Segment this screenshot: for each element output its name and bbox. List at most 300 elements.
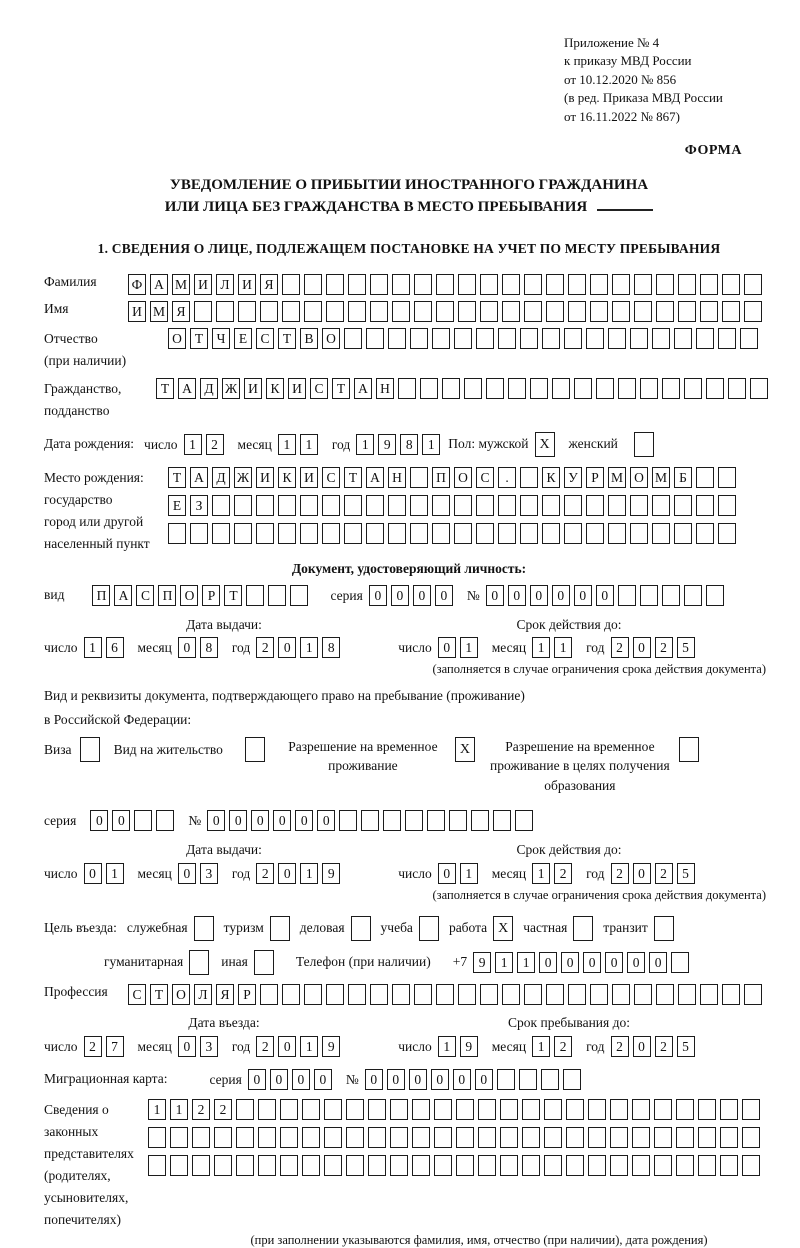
char-cell[interactable]: А <box>366 467 384 488</box>
char-cell[interactable] <box>497 1069 515 1090</box>
char-cell[interactable] <box>586 328 604 349</box>
purpose-humanitarian-checkbox[interactable] <box>189 950 209 975</box>
char-cell[interactable] <box>498 495 516 516</box>
char-cell[interactable]: 5 <box>677 1036 695 1057</box>
char-cell[interactable]: 0 <box>278 637 296 658</box>
char-cell[interactable]: 0 <box>178 863 196 884</box>
entry-day-boxes[interactable] <box>84 1036 128 1057</box>
char-cell[interactable]: 0 <box>387 1069 405 1090</box>
char-cell[interactable] <box>612 301 630 322</box>
char-cell[interactable] <box>480 301 498 322</box>
residence-expiry-year-boxes[interactable] <box>611 863 699 884</box>
char-cell[interactable]: Т <box>190 328 208 349</box>
char-cell[interactable]: 2 <box>256 637 274 658</box>
char-cell[interactable] <box>698 1155 716 1176</box>
char-cell[interactable] <box>656 984 674 1005</box>
char-cell[interactable] <box>326 301 344 322</box>
char-cell[interactable] <box>410 467 428 488</box>
char-cell[interactable] <box>148 1155 166 1176</box>
char-cell[interactable] <box>563 1069 581 1090</box>
char-cell[interactable]: 2 <box>611 637 629 658</box>
char-cell[interactable] <box>478 1155 496 1176</box>
char-cell[interactable] <box>640 585 658 606</box>
char-cell[interactable] <box>216 301 234 322</box>
char-cell[interactable] <box>696 467 714 488</box>
char-cell[interactable]: 0 <box>278 1036 296 1057</box>
char-cell[interactable] <box>348 274 366 295</box>
char-cell[interactable]: 2 <box>655 637 673 658</box>
char-cell[interactable] <box>544 1155 562 1176</box>
char-cell[interactable] <box>728 378 746 399</box>
char-cell[interactable] <box>610 1127 628 1148</box>
char-cell[interactable]: П <box>92 585 110 606</box>
char-cell[interactable]: 0 <box>552 585 570 606</box>
char-cell[interactable]: 0 <box>633 863 651 884</box>
char-cell[interactable] <box>634 984 652 1005</box>
char-cell[interactable] <box>542 523 560 544</box>
char-cell[interactable] <box>542 495 560 516</box>
char-cell[interactable] <box>662 585 680 606</box>
char-cell[interactable] <box>432 328 450 349</box>
purpose-other-checkbox[interactable] <box>254 950 274 975</box>
identity-expiry-month-boxes[interactable] <box>532 637 576 658</box>
birth-month-boxes[interactable] <box>278 434 322 455</box>
char-cell[interactable] <box>520 467 538 488</box>
char-cell[interactable]: О <box>322 328 340 349</box>
char-cell[interactable] <box>698 1127 716 1148</box>
char-cell[interactable]: Д <box>212 467 230 488</box>
char-cell[interactable] <box>750 378 768 399</box>
char-cell[interactable]: 0 <box>178 1036 196 1057</box>
char-cell[interactable] <box>744 274 762 295</box>
identity-doc-type-boxes[interactable] <box>92 585 312 606</box>
char-cell[interactable] <box>454 328 472 349</box>
residence-issue-month-boxes[interactable] <box>178 863 222 884</box>
char-cell[interactable] <box>590 984 608 1005</box>
char-cell[interactable] <box>652 523 670 544</box>
char-cell[interactable] <box>412 1127 430 1148</box>
char-cell[interactable]: 2 <box>611 863 629 884</box>
char-cell[interactable] <box>640 378 658 399</box>
char-cell[interactable] <box>522 1127 540 1148</box>
char-cell[interactable] <box>392 301 410 322</box>
char-cell[interactable]: 1 <box>460 637 478 658</box>
char-cell[interactable] <box>192 1155 210 1176</box>
char-cell[interactable]: 1 <box>460 863 478 884</box>
char-cell[interactable] <box>405 810 423 831</box>
char-cell[interactable] <box>322 523 340 544</box>
char-cell[interactable] <box>654 1127 672 1148</box>
char-cell[interactable] <box>632 1155 650 1176</box>
identity-issue-year-boxes[interactable] <box>256 637 344 658</box>
char-cell[interactable]: И <box>256 467 274 488</box>
char-cell[interactable] <box>324 1155 342 1176</box>
patronymic-boxes[interactable] <box>168 328 762 349</box>
char-cell[interactable] <box>300 523 318 544</box>
char-cell[interactable] <box>388 523 406 544</box>
surname-boxes[interactable] <box>128 274 766 295</box>
char-cell[interactable] <box>678 984 696 1005</box>
char-cell[interactable] <box>436 301 454 322</box>
char-cell[interactable] <box>720 1127 738 1148</box>
char-cell[interactable]: 2 <box>256 863 274 884</box>
char-cell[interactable] <box>194 301 212 322</box>
char-cell[interactable]: Т <box>344 467 362 488</box>
char-cell[interactable] <box>260 301 278 322</box>
char-cell[interactable]: Е <box>168 495 186 516</box>
char-cell[interactable]: Т <box>332 378 350 399</box>
char-cell[interactable]: 7 <box>106 1036 124 1057</box>
purpose-study-checkbox[interactable] <box>419 916 439 941</box>
char-cell[interactable]: 1 <box>300 637 318 658</box>
char-cell[interactable]: М <box>608 467 626 488</box>
char-cell[interactable]: 0 <box>435 585 453 606</box>
char-cell[interactable] <box>410 523 428 544</box>
char-cell[interactable] <box>258 1155 276 1176</box>
char-cell[interactable]: П <box>432 467 450 488</box>
char-cell[interactable] <box>236 1099 254 1120</box>
char-cell[interactable] <box>238 301 256 322</box>
char-cell[interactable]: Ф <box>128 274 146 295</box>
char-cell[interactable]: 0 <box>409 1069 427 1090</box>
char-cell[interactable] <box>652 328 670 349</box>
char-cell[interactable]: Т <box>224 585 242 606</box>
char-cell[interactable]: С <box>136 585 154 606</box>
char-cell[interactable] <box>696 328 714 349</box>
char-cell[interactable] <box>464 378 482 399</box>
char-cell[interactable] <box>630 495 648 516</box>
residence-permit-checkbox[interactable] <box>245 737 265 762</box>
purpose-transit-checkbox[interactable] <box>654 916 674 941</box>
char-cell[interactable] <box>568 301 586 322</box>
identity-expiry-day-boxes[interactable] <box>438 637 482 658</box>
char-cell[interactable] <box>366 523 384 544</box>
char-cell[interactable] <box>390 1127 408 1148</box>
char-cell[interactable] <box>674 328 692 349</box>
char-cell[interactable]: О <box>172 984 190 1005</box>
char-cell[interactable]: 0 <box>270 1069 288 1090</box>
char-cell[interactable]: 0 <box>391 585 409 606</box>
char-cell[interactable] <box>442 378 460 399</box>
char-cell[interactable] <box>564 328 582 349</box>
char-cell[interactable] <box>214 1155 232 1176</box>
char-cell[interactable] <box>678 274 696 295</box>
char-cell[interactable] <box>612 274 630 295</box>
char-cell[interactable]: 1 <box>517 952 535 973</box>
identity-expiry-year-boxes[interactable] <box>611 637 699 658</box>
char-cell[interactable] <box>278 495 296 516</box>
char-cell[interactable] <box>508 378 526 399</box>
char-cell[interactable] <box>432 523 450 544</box>
char-cell[interactable]: 0 <box>530 585 548 606</box>
char-cell[interactable] <box>744 301 762 322</box>
char-cell[interactable] <box>156 810 174 831</box>
char-cell[interactable] <box>344 328 362 349</box>
stay-month-boxes[interactable] <box>532 1036 576 1057</box>
char-cell[interactable]: Я <box>216 984 234 1005</box>
char-cell[interactable] <box>476 495 494 516</box>
char-cell[interactable] <box>246 585 264 606</box>
char-cell[interactable] <box>718 467 736 488</box>
char-cell[interactable] <box>700 984 718 1005</box>
char-cell[interactable] <box>420 378 438 399</box>
char-cell[interactable] <box>740 328 758 349</box>
char-cell[interactable] <box>608 328 626 349</box>
char-cell[interactable] <box>744 984 762 1005</box>
char-cell[interactable]: 2 <box>192 1099 210 1120</box>
char-cell[interactable]: 0 <box>561 952 579 973</box>
char-cell[interactable] <box>344 523 362 544</box>
birth-place-line3-boxes[interactable] <box>168 523 740 544</box>
char-cell[interactable] <box>476 328 494 349</box>
char-cell[interactable]: 9 <box>473 952 491 973</box>
legal-reps-line2-boxes[interactable] <box>148 1127 764 1148</box>
char-cell[interactable] <box>456 1155 474 1176</box>
char-cell[interactable]: 9 <box>322 1036 340 1057</box>
char-cell[interactable] <box>519 1069 537 1090</box>
char-cell[interactable] <box>696 523 714 544</box>
char-cell[interactable]: 0 <box>633 1036 651 1057</box>
char-cell[interactable] <box>574 378 592 399</box>
char-cell[interactable]: 5 <box>677 637 695 658</box>
char-cell[interactable]: 0 <box>583 952 601 973</box>
char-cell[interactable] <box>500 1099 518 1120</box>
char-cell[interactable] <box>370 301 388 322</box>
char-cell[interactable]: Я <box>260 274 278 295</box>
birth-day-boxes[interactable] <box>184 434 228 455</box>
char-cell[interactable] <box>632 1099 650 1120</box>
char-cell[interactable]: 0 <box>486 585 504 606</box>
char-cell[interactable]: 1 <box>532 1036 550 1057</box>
char-cell[interactable]: 1 <box>300 863 318 884</box>
char-cell[interactable] <box>522 1155 540 1176</box>
visa-checkbox[interactable] <box>80 737 100 762</box>
char-cell[interactable] <box>478 1099 496 1120</box>
char-cell[interactable]: Б <box>674 467 692 488</box>
char-cell[interactable] <box>368 1155 386 1176</box>
char-cell[interactable]: 0 <box>633 637 651 658</box>
char-cell[interactable] <box>348 301 366 322</box>
char-cell[interactable] <box>618 378 636 399</box>
char-cell[interactable] <box>392 984 410 1005</box>
char-cell[interactable] <box>280 1099 298 1120</box>
char-cell[interactable] <box>566 1099 584 1120</box>
residence-issue-year-boxes[interactable] <box>256 863 344 884</box>
char-cell[interactable]: 0 <box>438 637 456 658</box>
char-cell[interactable]: И <box>244 378 262 399</box>
char-cell[interactable] <box>610 1099 628 1120</box>
char-cell[interactable]: 2 <box>206 434 224 455</box>
char-cell[interactable] <box>368 1099 386 1120</box>
char-cell[interactable]: О <box>630 467 648 488</box>
char-cell[interactable] <box>515 810 533 831</box>
char-cell[interactable] <box>742 1099 760 1120</box>
name-boxes[interactable] <box>128 301 766 322</box>
char-cell[interactable] <box>414 274 432 295</box>
char-cell[interactable] <box>520 495 538 516</box>
char-cell[interactable]: 0 <box>207 810 225 831</box>
char-cell[interactable]: 0 <box>90 810 108 831</box>
char-cell[interactable] <box>498 328 516 349</box>
char-cell[interactable] <box>608 523 626 544</box>
char-cell[interactable] <box>471 810 489 831</box>
char-cell[interactable] <box>414 301 432 322</box>
char-cell[interactable]: 9 <box>378 434 396 455</box>
char-cell[interactable] <box>544 1127 562 1148</box>
char-cell[interactable] <box>234 523 252 544</box>
stay-day-boxes[interactable] <box>438 1036 482 1057</box>
char-cell[interactable] <box>630 523 648 544</box>
char-cell[interactable] <box>522 1099 540 1120</box>
char-cell[interactable]: Т <box>150 984 168 1005</box>
char-cell[interactable]: 0 <box>248 1069 266 1090</box>
char-cell[interactable]: 2 <box>655 1036 673 1057</box>
char-cell[interactable] <box>454 523 472 544</box>
char-cell[interactable] <box>654 1099 672 1120</box>
char-cell[interactable] <box>520 328 538 349</box>
char-cell[interactable] <box>326 984 344 1005</box>
char-cell[interactable]: А <box>114 585 132 606</box>
char-cell[interactable] <box>302 1127 320 1148</box>
char-cell[interactable] <box>684 378 702 399</box>
char-cell[interactable]: И <box>194 274 212 295</box>
char-cell[interactable]: М <box>652 467 670 488</box>
char-cell[interactable] <box>656 301 674 322</box>
char-cell[interactable] <box>436 274 454 295</box>
char-cell[interactable] <box>718 523 736 544</box>
char-cell[interactable]: 0 <box>112 810 130 831</box>
char-cell[interactable] <box>412 1155 430 1176</box>
char-cell[interactable] <box>366 328 384 349</box>
migration-number-boxes[interactable] <box>365 1069 585 1090</box>
migration-series-boxes[interactable] <box>248 1069 336 1090</box>
char-cell[interactable]: 1 <box>170 1099 188 1120</box>
citizenship-boxes[interactable] <box>156 378 772 399</box>
char-cell[interactable]: 2 <box>256 1036 274 1057</box>
char-cell[interactable]: Т <box>156 378 174 399</box>
legal-reps-line3-boxes[interactable] <box>148 1155 764 1176</box>
char-cell[interactable]: 0 <box>605 952 623 973</box>
char-cell[interactable] <box>674 495 692 516</box>
char-cell[interactable]: 9 <box>322 863 340 884</box>
char-cell[interactable] <box>392 274 410 295</box>
char-cell[interactable] <box>346 1127 364 1148</box>
char-cell[interactable]: И <box>288 378 306 399</box>
residence-expiry-day-boxes[interactable] <box>438 863 482 884</box>
char-cell[interactable] <box>480 984 498 1005</box>
residence-expiry-month-boxes[interactable] <box>532 863 576 884</box>
char-cell[interactable] <box>280 1127 298 1148</box>
char-cell[interactable]: Л <box>216 274 234 295</box>
char-cell[interactable]: Т <box>278 328 296 349</box>
char-cell[interactable] <box>722 301 740 322</box>
identity-issue-month-boxes[interactable] <box>178 637 222 658</box>
char-cell[interactable] <box>170 1127 188 1148</box>
char-cell[interactable] <box>304 984 322 1005</box>
char-cell[interactable] <box>590 301 608 322</box>
char-cell[interactable]: Н <box>388 467 406 488</box>
char-cell[interactable] <box>656 274 674 295</box>
identity-doc-series-boxes[interactable] <box>369 585 457 606</box>
char-cell[interactable]: 0 <box>292 1069 310 1090</box>
char-cell[interactable]: 1 <box>532 637 550 658</box>
char-cell[interactable]: А <box>150 274 168 295</box>
char-cell[interactable] <box>236 1127 254 1148</box>
char-cell[interactable] <box>398 378 416 399</box>
char-cell[interactable]: Л <box>194 984 212 1005</box>
char-cell[interactable] <box>634 301 652 322</box>
char-cell[interactable] <box>256 495 274 516</box>
char-cell[interactable] <box>718 495 736 516</box>
char-cell[interactable] <box>568 984 586 1005</box>
char-cell[interactable] <box>234 495 252 516</box>
char-cell[interactable] <box>324 1127 342 1148</box>
char-cell[interactable] <box>434 1127 452 1148</box>
char-cell[interactable] <box>214 1127 232 1148</box>
char-cell[interactable]: З <box>190 495 208 516</box>
char-cell[interactable]: К <box>278 467 296 488</box>
char-cell[interactable] <box>520 523 538 544</box>
char-cell[interactable]: 0 <box>369 585 387 606</box>
char-cell[interactable] <box>170 1155 188 1176</box>
char-cell[interactable] <box>366 495 384 516</box>
char-cell[interactable] <box>368 1127 386 1148</box>
char-cell[interactable]: С <box>310 378 328 399</box>
char-cell[interactable]: 0 <box>627 952 645 973</box>
char-cell[interactable] <box>652 495 670 516</box>
char-cell[interactable] <box>618 585 636 606</box>
char-cell[interactable] <box>698 1099 716 1120</box>
char-cell[interactable] <box>546 301 564 322</box>
char-cell[interactable] <box>530 378 548 399</box>
char-cell[interactable]: 1 <box>532 863 550 884</box>
stay-year-boxes[interactable] <box>611 1036 699 1057</box>
char-cell[interactable]: 0 <box>508 585 526 606</box>
char-cell[interactable] <box>720 1099 738 1120</box>
char-cell[interactable] <box>456 1127 474 1148</box>
residence-issue-day-boxes[interactable] <box>84 863 128 884</box>
char-cell[interactable]: 8 <box>322 637 340 658</box>
char-cell[interactable]: 2 <box>214 1099 232 1120</box>
char-cell[interactable]: 0 <box>413 585 431 606</box>
char-cell[interactable] <box>388 328 406 349</box>
char-cell[interactable]: С <box>476 467 494 488</box>
char-cell[interactable] <box>212 495 230 516</box>
char-cell[interactable] <box>432 495 450 516</box>
char-cell[interactable]: И <box>300 467 318 488</box>
char-cell[interactable] <box>190 523 208 544</box>
char-cell[interactable] <box>346 1155 364 1176</box>
char-cell[interactable] <box>370 984 388 1005</box>
char-cell[interactable]: Н <box>376 378 394 399</box>
char-cell[interactable]: 0 <box>278 863 296 884</box>
phone-boxes[interactable] <box>473 952 693 973</box>
char-cell[interactable] <box>258 1127 276 1148</box>
char-cell[interactable]: К <box>542 467 560 488</box>
char-cell[interactable]: 5 <box>677 863 695 884</box>
char-cell[interactable] <box>634 274 652 295</box>
char-cell[interactable]: 0 <box>251 810 269 831</box>
char-cell[interactable]: 1 <box>106 863 124 884</box>
char-cell[interactable] <box>722 984 740 1005</box>
char-cell[interactable] <box>344 495 362 516</box>
char-cell[interactable]: 0 <box>314 1069 332 1090</box>
char-cell[interactable] <box>361 810 379 831</box>
birth-place-line2-boxes[interactable] <box>168 495 740 516</box>
char-cell[interactable]: 6 <box>106 637 124 658</box>
char-cell[interactable] <box>192 1127 210 1148</box>
temp-education-checkbox[interactable] <box>679 737 699 762</box>
